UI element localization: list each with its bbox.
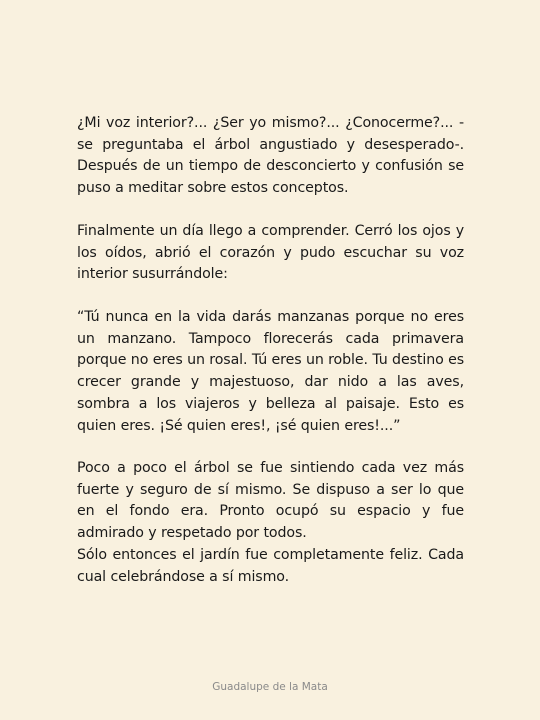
paragraph-quote <box>77 307 464 437</box>
paragraph-understanding <box>77 221 464 286</box>
paragraph-2: Finalmente un día llego a comprender. Cerró los ojos y los oídos, abrió el corazón y pudo escuchar su voz interior susurrándole: <box>77 223 464 283</box>
paragraph-5: Sólo entonces el jardín fue completamente feliz. Cada cual celebrándose a sí mismo. <box>77 546 464 585</box>
paragraph-conclusion <box>77 458 464 588</box>
footer-author: Guadalupe de la Mata <box>212 681 328 693</box>
paragraph-3: “Tú nunca en la vida darás manzanas porque no eres un manzano. Tampoco florecerás cada primavera porque no eres un rosal. Tú eres un roble. Tu destino es crecer grande y majestuoso, dar nido a las aves, sombra a los viajeros y belleza al paisaje. Esto es quien eres. ¡Sé quien eres!, ¡sé quien eres!...” <box>77 309 464 434</box>
paragraph-4: Poco a poco el árbol se fue sintiendo cada vez más fuerte y seguro de sí mismo. Se dispuso a ser lo que en el fondo era. Pronto ocupó su espacio y fue admirado y respetado por todos. <box>77 460 464 542</box>
paragraph-inner-voice <box>77 113 464 200</box>
paragraph-1: ¿Mi voz interior?... ¿Ser yo mismo?... ¿Conocerme?... -se preguntaba el árbol angustiado y desesperado-. Después de un tiempo de desconcierto y confusión se puso a meditar sobre estos conceptos. <box>77 115 464 197</box>
